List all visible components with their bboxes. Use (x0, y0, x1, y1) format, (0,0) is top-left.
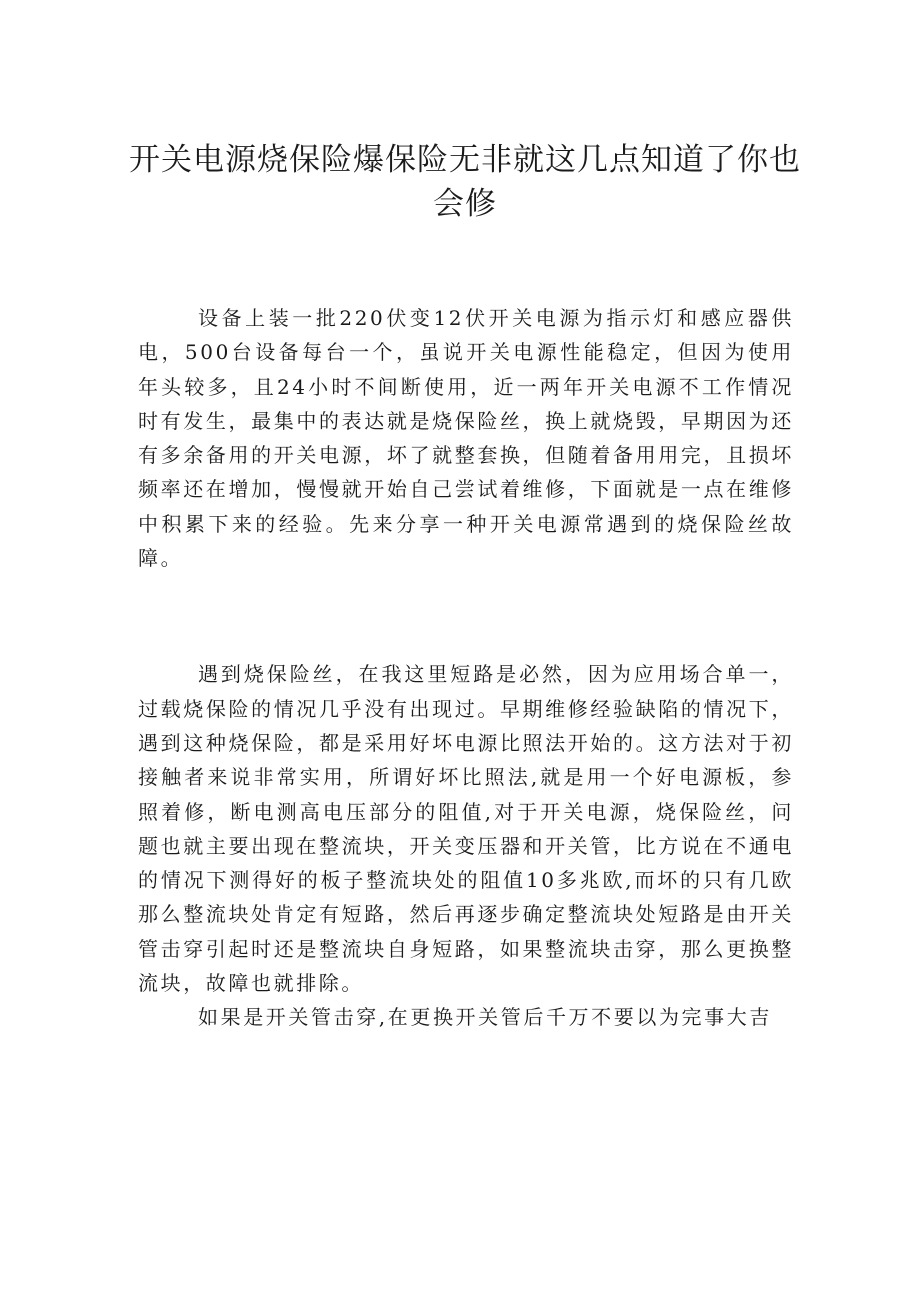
paragraph-intro: 设备上装一批220伏变12伏开关电源为指示灯和感应器供电，500台设备每台一个，虽说开关电源性能稳定，但因为使用年头较多，且24小时不间断使用，近一两年开关电源不工作情况时有发生，最集中的表达就是烧保险丝，换上就烧毁，早期因为还有多余备用的开关电源，坏了就整套换，但随着备用用完，且损坏频率还在增加，慢慢就开始自己尝试着维修，下面就是一点在维修中积累下来的经验。先来分享一种开关电源常遇到的烧保险丝故障。 (138, 306, 794, 571)
document-body (138, 301, 794, 1035)
paragraph-fuse-diagnosis: 遇到烧保险丝，在我这里短路是必然，因为应用场合单一，过载烧保险的情况几乎没有出现过。早期维修经验缺陷的情况下，遇到这种烧保险，都是采用好坏电源比照法开始的。这方法对于初接触者来说非常实用，所谓好坏比照法,就是用一个好电源板，参照着修，断电测高电压部分的阻值,对于开关电源，烧保险丝，问题也就主要出现在整流块，开关变压器和开关管，比方说在不通电的情况下测得好的板子整流块处的阻值10多兆欧,而坏的只有几欧那么整流块处肯定有短路，然后再逐步确定整流块处短路是由开关管击穿引起时还是整流块自身短路，如果整流块击穿，那么更换整流块，故障也就排除。 (138, 662, 794, 996)
paragraph-switch-tube: 如果是开关管击穿,在更换开关管后千万不要以为完事大吉 (198, 1005, 772, 1030)
document-title: 开关电源烧保险爆保险无非就这几点知道了你也会修 (129, 142, 801, 222)
